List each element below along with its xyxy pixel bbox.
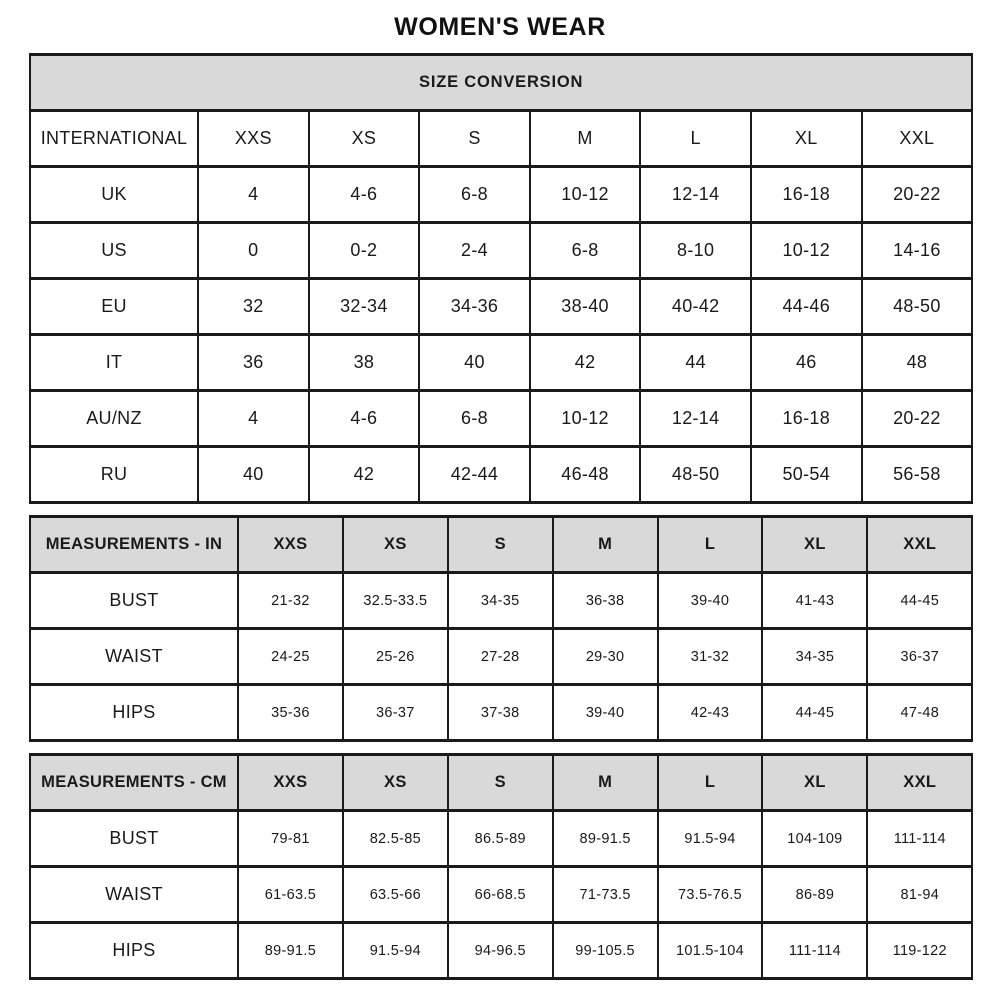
size-cell: 94-96.5 xyxy=(448,923,553,979)
size-cell: 73.5-76.5 xyxy=(658,867,763,923)
row-label: HIPS xyxy=(30,685,238,741)
size-cell: 32-34 xyxy=(309,279,420,335)
size-cell: 38 xyxy=(309,335,420,391)
size-cell: 89-91.5 xyxy=(553,811,658,867)
size-cell: 0-2 xyxy=(309,223,420,279)
size-cell: 40-42 xyxy=(640,279,751,335)
size-cell: 36-37 xyxy=(867,629,972,685)
measurements-in-title: MEASUREMENTS - IN xyxy=(30,517,238,573)
size-cell: 20-22 xyxy=(862,391,973,447)
size-cell: 40 xyxy=(419,335,530,391)
size-cell: 20-22 xyxy=(862,167,973,223)
size-cell: 40 xyxy=(198,447,309,503)
size-cell: 10-12 xyxy=(530,391,641,447)
size-cell: 99-105.5 xyxy=(553,923,658,979)
column-header-m: M xyxy=(553,755,658,811)
column-header-l: L xyxy=(658,517,763,573)
column-header-xs: XS xyxy=(343,755,448,811)
column-header-xl: XL xyxy=(762,517,867,573)
size-cell: 27-28 xyxy=(448,629,553,685)
size-cell: 36-38 xyxy=(553,573,658,629)
size-cell: 12-14 xyxy=(640,167,751,223)
column-header-xxs: XXS xyxy=(238,517,343,573)
size-cell: 61-63.5 xyxy=(238,867,343,923)
size-cell: 6-8 xyxy=(419,167,530,223)
size-cell: 81-94 xyxy=(867,867,972,923)
size-cell: 48-50 xyxy=(862,279,973,335)
size-cell: 16-18 xyxy=(751,391,862,447)
table-row xyxy=(30,223,972,279)
column-header-m: M xyxy=(530,111,641,167)
size-cell: 66-68.5 xyxy=(448,867,553,923)
column-header-international: INTERNATIONAL xyxy=(30,111,198,167)
table-row xyxy=(30,279,972,335)
size-cell: 12-14 xyxy=(640,391,751,447)
size-cell: 42 xyxy=(530,335,641,391)
size-cell: 34-36 xyxy=(419,279,530,335)
size-cell: 111-114 xyxy=(867,811,972,867)
column-header-l: L xyxy=(658,755,763,811)
size-cell: 44-45 xyxy=(762,685,867,741)
size-cell: 86-89 xyxy=(762,867,867,923)
column-header-xl: XL xyxy=(762,755,867,811)
table-row xyxy=(30,685,972,741)
size-cell: 6-8 xyxy=(530,223,641,279)
size-cell: 2-4 xyxy=(419,223,530,279)
size-cell: 48-50 xyxy=(640,447,751,503)
measurements-in-table xyxy=(29,515,973,742)
size-cell: 44-46 xyxy=(751,279,862,335)
size-cell: 39-40 xyxy=(658,573,763,629)
column-header-xxl: XXL xyxy=(867,755,972,811)
table-row xyxy=(30,867,972,923)
size-cell: 91.5-94 xyxy=(658,811,763,867)
size-cell: 29-30 xyxy=(553,629,658,685)
column-header-xs: XS xyxy=(343,517,448,573)
measurements-cm-table xyxy=(29,753,973,980)
size-cell: 32 xyxy=(198,279,309,335)
row-label: WAIST xyxy=(30,867,238,923)
size-cell: 86.5-89 xyxy=(448,811,553,867)
table-row xyxy=(30,629,972,685)
size-cell: 104-109 xyxy=(762,811,867,867)
size-cell: 44-45 xyxy=(867,573,972,629)
column-header-xxs: XXS xyxy=(238,755,343,811)
size-cell: 34-35 xyxy=(448,573,553,629)
size-cell: 63.5-66 xyxy=(343,867,448,923)
column-header-m: M xyxy=(553,517,658,573)
size-cell: 35-36 xyxy=(238,685,343,741)
size-cell: 39-40 xyxy=(553,685,658,741)
size-cell: 82.5-85 xyxy=(343,811,448,867)
row-label: IT xyxy=(30,335,198,391)
size-cell: 4-6 xyxy=(309,167,420,223)
column-header-xxl: XXL xyxy=(867,517,972,573)
column-header-xxs: XXS xyxy=(198,111,309,167)
table-row xyxy=(30,447,972,503)
size-cell: 36 xyxy=(198,335,309,391)
size-cell: 4-6 xyxy=(309,391,420,447)
table-row xyxy=(30,167,972,223)
size-cell: 0 xyxy=(198,223,309,279)
size-cell: 91.5-94 xyxy=(343,923,448,979)
size-cell: 50-54 xyxy=(751,447,862,503)
table-row xyxy=(30,923,972,979)
measurements-cm-header-row xyxy=(30,755,972,811)
measurements-in-rows xyxy=(30,573,972,741)
measurements-in-header-row xyxy=(30,517,972,573)
size-cell: 6-8 xyxy=(419,391,530,447)
column-header-l: L xyxy=(640,111,751,167)
size-cell: 41-43 xyxy=(762,573,867,629)
column-header-xxl: XXL xyxy=(862,111,973,167)
size-cell: 56-58 xyxy=(862,447,973,503)
page-title: WOMEN'S WEAR xyxy=(394,13,606,41)
size-cell: 38-40 xyxy=(530,279,641,335)
size-cell: 32.5-33.5 xyxy=(343,573,448,629)
size-cell: 10-12 xyxy=(751,223,862,279)
size-cell: 111-114 xyxy=(762,923,867,979)
size-cell: 4 xyxy=(198,391,309,447)
size-cell: 25-26 xyxy=(343,629,448,685)
size-cell: 16-18 xyxy=(751,167,862,223)
size-cell: 42-44 xyxy=(419,447,530,503)
size-conversion-table xyxy=(29,53,973,504)
size-cell: 46 xyxy=(751,335,862,391)
size-cell: 47-48 xyxy=(867,685,972,741)
row-label: BUST xyxy=(30,573,238,629)
size-cell: 119-122 xyxy=(867,923,972,979)
measurements-cm-title: MEASUREMENTS - CM xyxy=(30,755,238,811)
column-header-s: S xyxy=(448,517,553,573)
size-conversion-column-header-row xyxy=(30,111,972,167)
size-cell: 89-91.5 xyxy=(238,923,343,979)
size-cell: 37-38 xyxy=(448,685,553,741)
size-cell: 79-81 xyxy=(238,811,343,867)
column-header-xs: XS xyxy=(309,111,420,167)
row-label: UK xyxy=(30,167,198,223)
row-label: EU xyxy=(30,279,198,335)
measurements-cm-rows xyxy=(30,811,972,979)
size-cell: 44 xyxy=(640,335,751,391)
size-conversion-rows xyxy=(30,167,972,503)
table-row xyxy=(30,391,972,447)
column-header-s: S xyxy=(448,755,553,811)
size-cell: 8-10 xyxy=(640,223,751,279)
row-label: BUST xyxy=(30,811,238,867)
size-cell: 42 xyxy=(309,447,420,503)
column-header-s: S xyxy=(419,111,530,167)
row-label: US xyxy=(30,223,198,279)
column-header-xl: XL xyxy=(751,111,862,167)
size-cell: 34-35 xyxy=(762,629,867,685)
size-cell: 21-32 xyxy=(238,573,343,629)
row-label: HIPS xyxy=(30,923,238,979)
size-cell: 31-32 xyxy=(658,629,763,685)
size-cell: 4 xyxy=(198,167,309,223)
size-cell: 46-48 xyxy=(530,447,641,503)
size-cell: 101.5-104 xyxy=(658,923,763,979)
size-cell: 14-16 xyxy=(862,223,973,279)
size-cell: 36-37 xyxy=(343,685,448,741)
size-cell: 10-12 xyxy=(530,167,641,223)
table-row xyxy=(30,811,972,867)
size-cell: 71-73.5 xyxy=(553,867,658,923)
row-label: WAIST xyxy=(30,629,238,685)
size-conversion-band-row xyxy=(30,55,972,111)
size-cell: 48 xyxy=(862,335,973,391)
size-cell: 42-43 xyxy=(658,685,763,741)
table-row xyxy=(30,335,972,391)
row-label: AU/NZ xyxy=(30,391,198,447)
size-conversion-band-title: SIZE CONVERSION xyxy=(30,55,972,111)
size-cell: 24-25 xyxy=(238,629,343,685)
row-label: RU xyxy=(30,447,198,503)
table-row xyxy=(30,573,972,629)
